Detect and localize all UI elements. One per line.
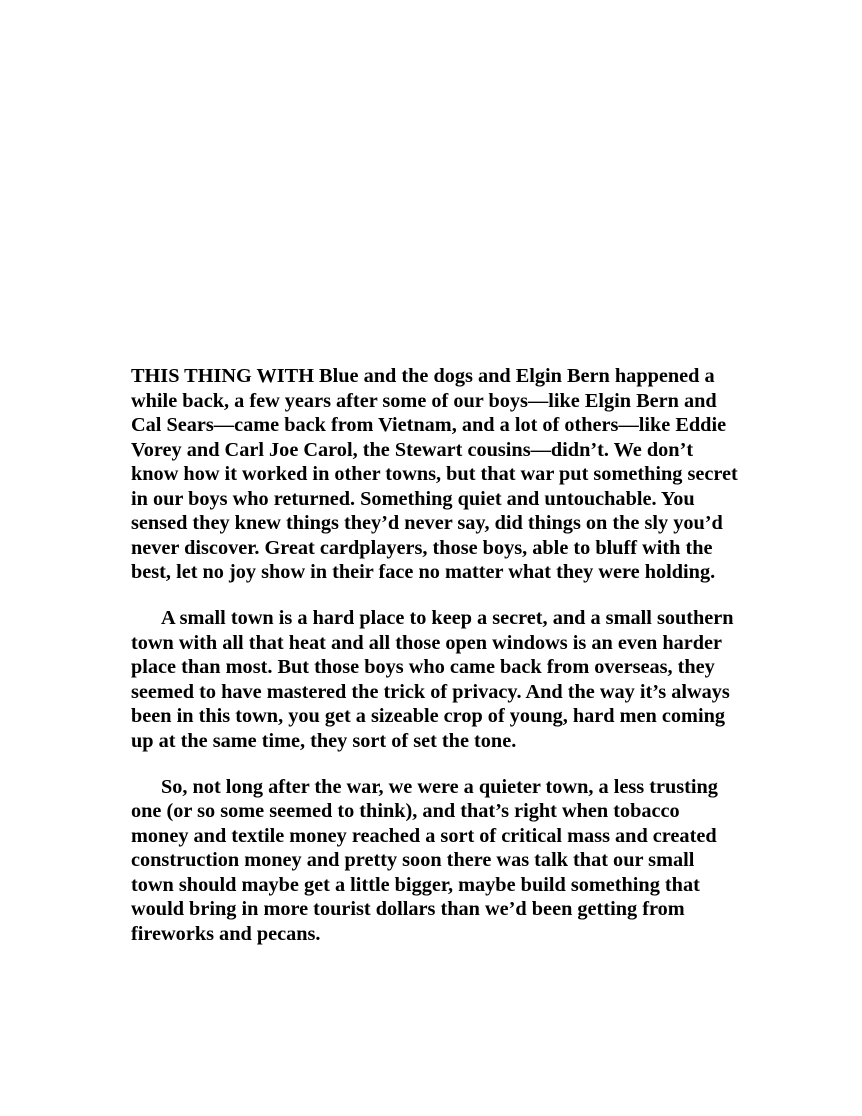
paragraph-3: So, not long after the war, we were a quieter town, a less trusting one (or so some seemed to think), and that’s right when tobacco money and textile money reached a sort of critical mass and created construction money and pretty soon there was talk that our small town should maybe get a little bigger, maybe build something that would bring in more tourist dollars than we’d been getting from fireworks and pecans. <box>131 775 718 945</box>
paragraph-1-text: Blue and the dogs and Elgin Bern happened a while back, a few years after some of our boys—like Elgin Bern and Cal Sears—came back from Vietnam, and a lot of others—like Eddie Vorey and Carl Joe Carol, the Stewart cousins—didn’t. We don’t know how it worked in other towns, but that war put something secret in our boys who returned. Something quiet and untouchable. You sensed they knew things they’d never say, did things on the sly you’d never discover. Great cardplayers, those boys, able to bluff with the best, let no joy show in their face no matter what they were holding. <box>131 365 738 583</box>
body-text <box>131 364 739 946</box>
paragraph-lead-caps: THIS THING WITH <box>131 365 314 387</box>
paragraph-1 <box>131 364 739 585</box>
paragraph-2: A small town is a hard place to keep a secret, and a small southern town with all that heat and all those open windows is an even harder place than most. But those boys who came back from overseas, they seemed to have mastered the trick of privacy. And the way it’s always been in this town, you get a sizeable crop of young, hard men coming up at the same time, they sort of set the tone. <box>131 607 734 752</box>
